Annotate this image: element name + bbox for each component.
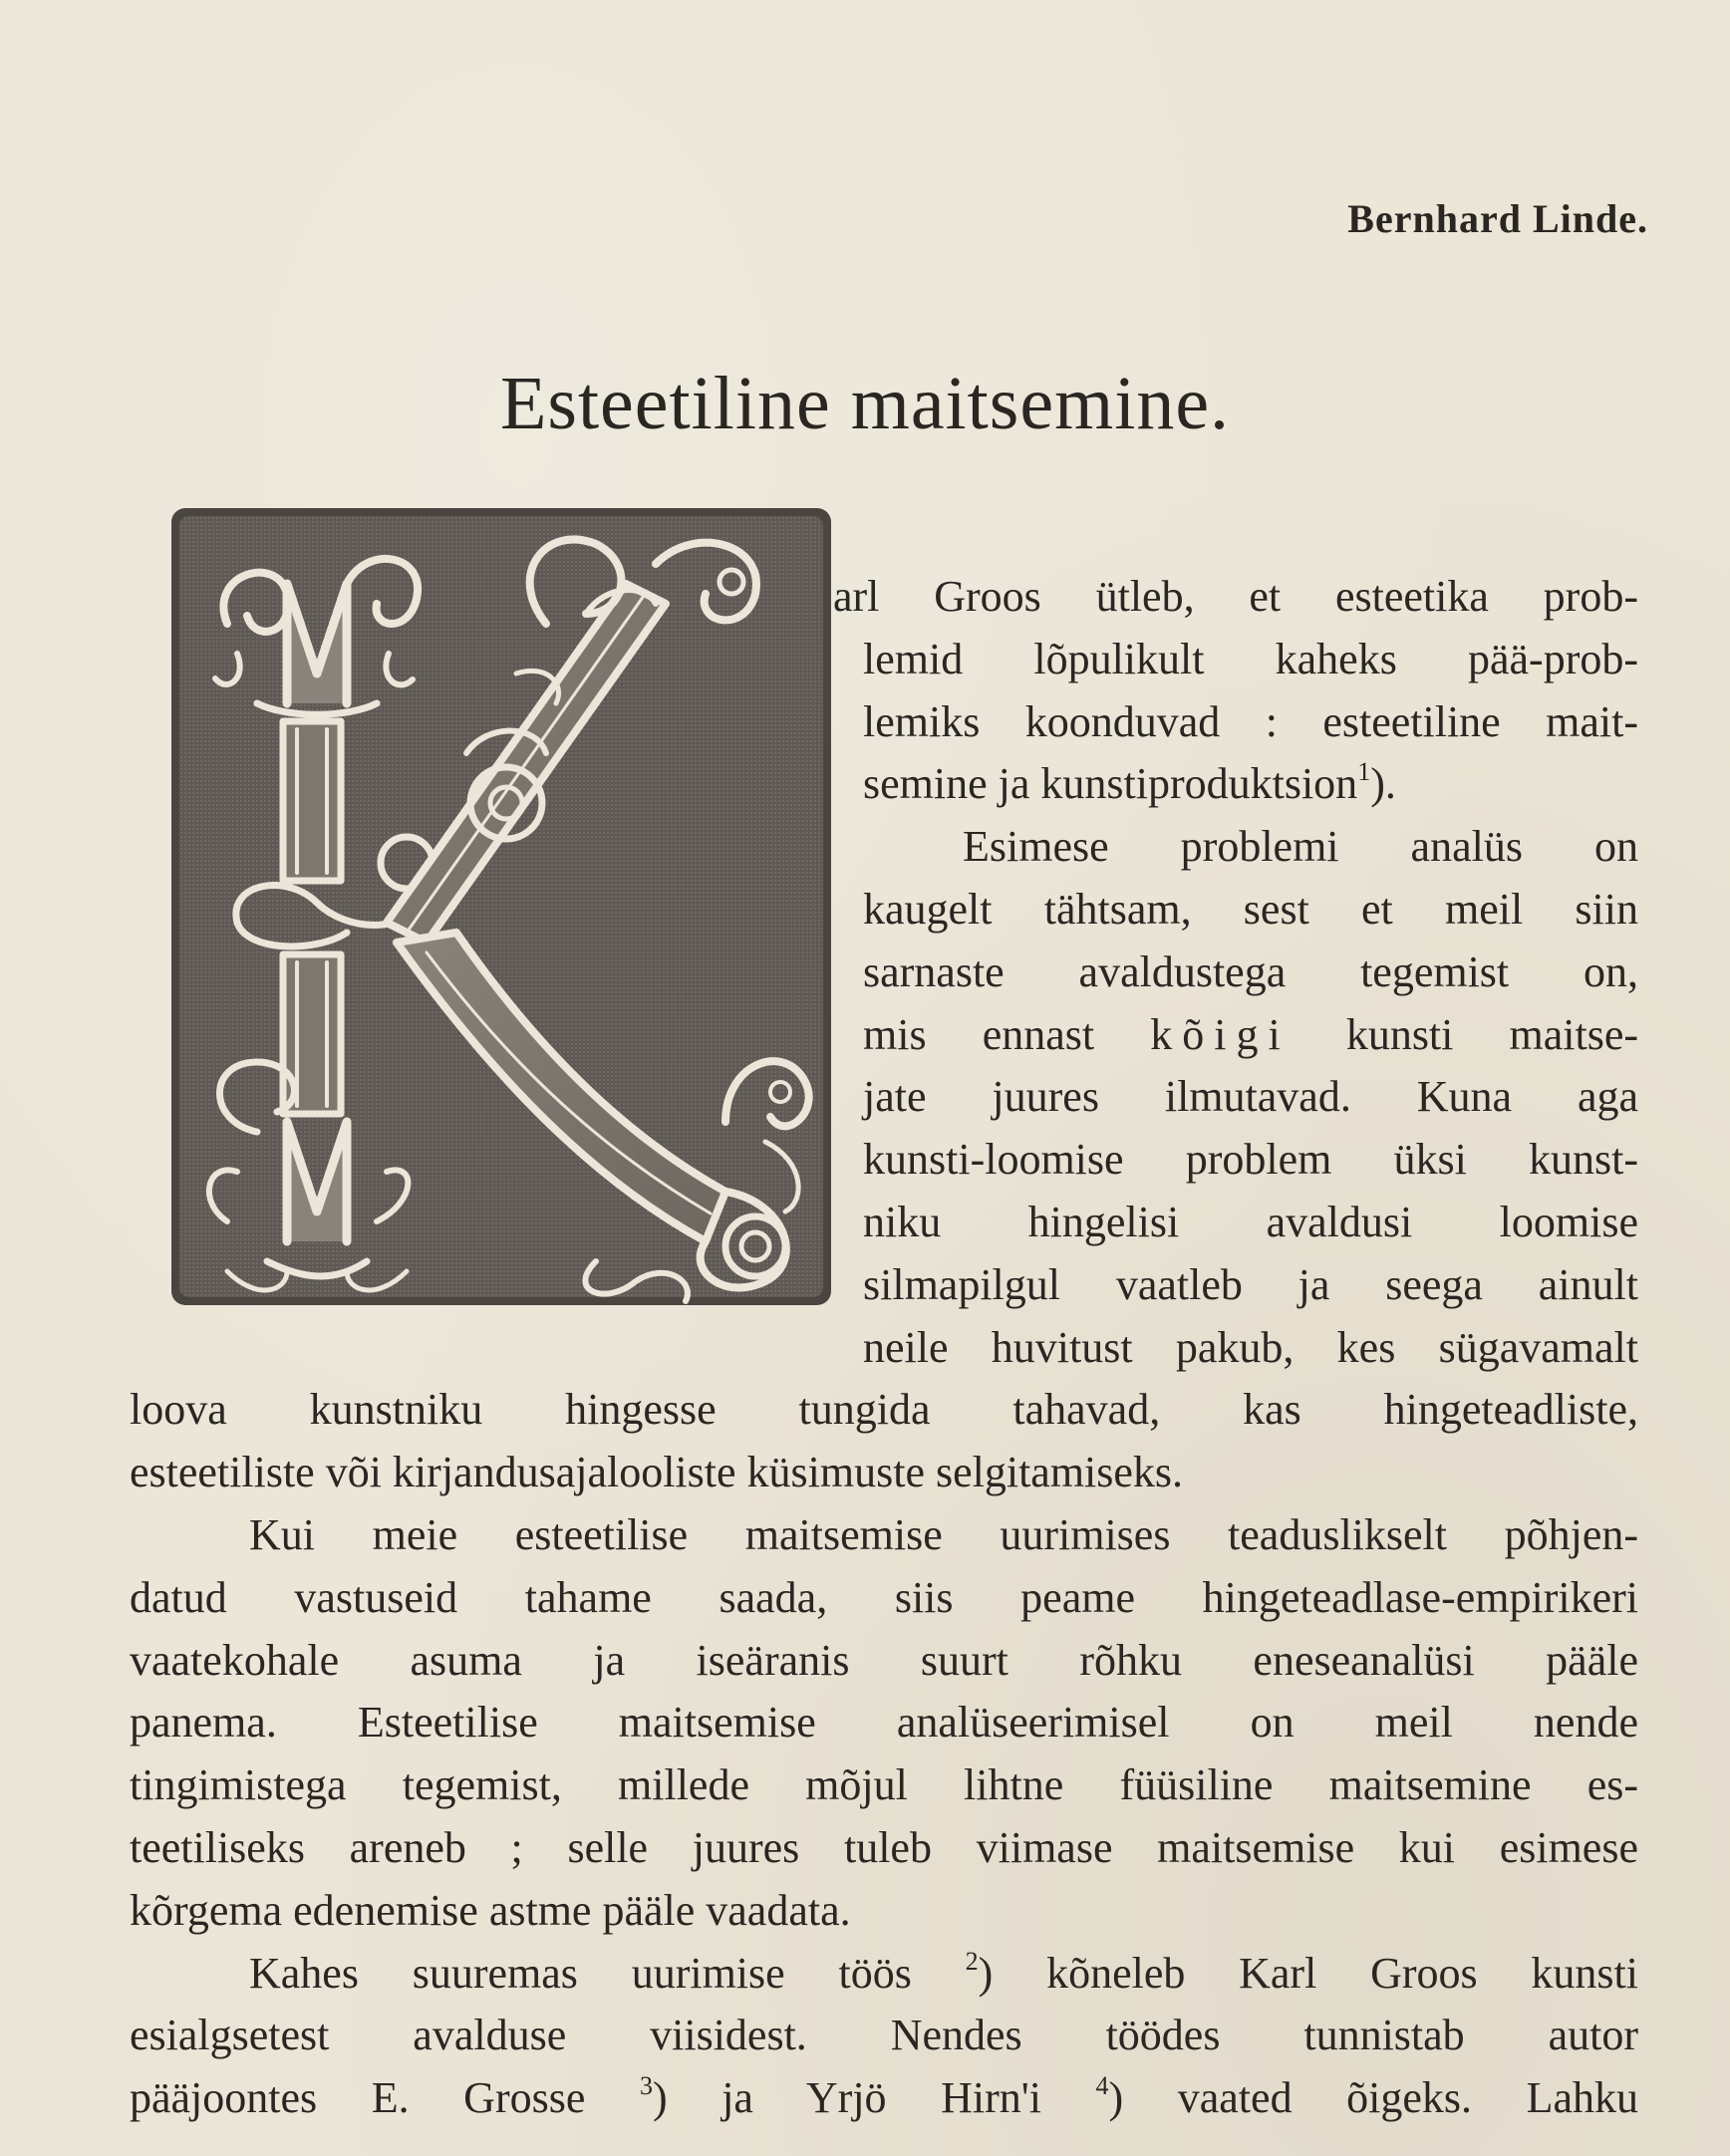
text-fragment: mis ennast [863,1009,1095,1059]
text-line: esialgsetest avalduse viisidest. Nendes töödes tunnistab autor [130,2011,1638,2060]
footnote-marker: 1 [1357,757,1371,787]
text-fragment: kunsti maitse- [1345,1009,1639,1059]
text-line: vaatekohale asuma ja iseäranis suurt rõhku eneseanalüsi pääle [130,1635,1638,1685]
text-fragment: ) kõneleb Karl Groos kunsti [978,1948,1639,1998]
text-line: Kui meie esteetilise maitsemise uurimises teaduslikselt põhjen- [249,1509,1638,1559]
article-body [130,566,1638,2130]
text-line: kaugelt tähtsam, sest et meil siin [863,884,1638,934]
footnote-marker: 4 [1095,2071,1109,2101]
text-line: neile huvitust pakub, kes sügavamalt [863,1322,1638,1372]
text-fragment: semine ja kunstiproduktsion [863,759,1358,809]
spaced-emphasis: kõigi [1150,1009,1291,1059]
text-fragment: ) [652,2073,668,2123]
text-line: jate juures ilmutavad. Kuna aga [863,1072,1638,1122]
author-name: Bernhard Linde. [1347,196,1648,241]
text-fragment: ). [1370,759,1396,809]
text-line: panema. Esteetilise maitsemise analüseerimisel on meil nende [130,1698,1638,1748]
text-fragment: Kahes suuremas uurimise töös [249,1948,912,1998]
text-line: silmapilgul vaatleb ja seega ainult [863,1259,1638,1309]
text-line: sarnaste avaldustega tegemist on, [863,946,1638,996]
text-line: kunsti-loomise problem üksi kunst- [863,1135,1638,1185]
text-line [130,1943,1638,2006]
text-fragment: ) [1108,2073,1124,2123]
footnote-marker: 3 [639,2071,653,2101]
text-line: loova kunstniku hingesse tungida tahavad, kas hingeteadliste, [130,1385,1638,1435]
text-line: Esimese problemi analüs on [963,822,1638,872]
text-line [130,2067,1638,2130]
text-line: lemid lõpulikult kaheks pää-prob- [863,634,1638,683]
text-fragment: pääjoontes E. Grosse [130,2073,586,2123]
text-line: arl Groos ütleb, et esteetika prob- [833,572,1638,621]
text-line: datud vastuseid tahame saada, siis peame hingeteadlase-empirikeri [130,1572,1638,1622]
text-line [130,1004,1638,1067]
text-line: teetiliseks areneb ; selle juures tuleb viimase maitsemise kui esimese [130,1822,1638,1872]
text-line: tingimistega tegemist, millede mõjul lihtne füüsiline maitsemine es- [130,1760,1638,1810]
text-line [130,753,1638,816]
text-fragment: ja Yrjö Hirn'i [721,2073,1041,2123]
text-line: niku hingelisi avaldusi loomise [863,1197,1638,1246]
article-title: Esteetiline maitsemine. [499,362,1231,445]
text-line: lemiks koonduvad : esteetiline mait- [863,696,1638,746]
text-line: kõrgema edenemise astme pääle vaadata. [130,1885,851,1935]
text-line: esteetiliste või kirjandusajalooliste küsimuste selgitamiseks. [130,1448,1184,1497]
text-fragment: vaated õigeks. Lahku [1177,2073,1638,2123]
footnote-marker: 2 [965,1946,979,1976]
